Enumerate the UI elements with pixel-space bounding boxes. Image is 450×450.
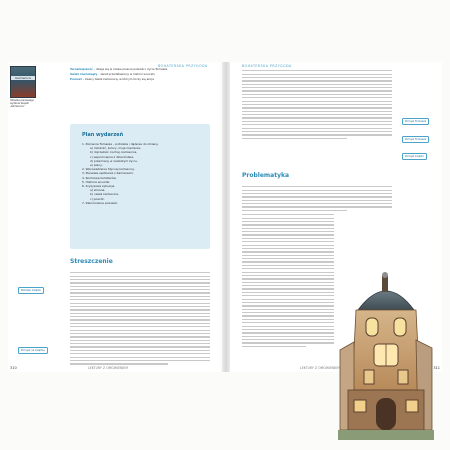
plan-item: 6. Kryzysowa sytuacja. xyxy=(82,184,116,189)
plan-list xyxy=(82,142,204,205)
key-terms-list xyxy=(70,68,210,83)
right-page xyxy=(230,62,442,372)
margin-note: Pomysł Tomasza xyxy=(402,136,429,143)
key-term-item: Świat równoległy – świat przedstawiony w historii wnuczki xyxy=(70,72,155,77)
plan-subitem: c) wspomnienia z dzieciństwa, xyxy=(90,154,134,159)
margin-note: Pomysł na książkę xyxy=(18,347,48,354)
plan-item: 5. Historia wnuczki. xyxy=(82,179,111,184)
plan-subitem: d) przemiany w osobistym życiu, xyxy=(90,158,138,163)
margin-note: Bohater książki xyxy=(18,287,44,294)
summary-text-block xyxy=(70,270,210,367)
right-text-block-mid xyxy=(242,184,392,213)
plan-subitem: e) plany, xyxy=(90,163,103,168)
plan-subitem: c) powrót. xyxy=(90,196,105,201)
plan-subitem: a) młodość, kolory, moje marzenia, xyxy=(90,146,141,151)
cover-title: Kamienica xyxy=(15,76,31,80)
right-text-block-top xyxy=(242,68,392,141)
right-page-header: BOHATERSKA PRZYGODA xyxy=(242,64,292,68)
problem-section-title: Problematyka xyxy=(242,172,290,179)
left-page-footer: LEKTURY Z OMÓWIENIEM xyxy=(88,366,129,370)
plan-item: 1. Poznanie Tomasza – potrzeba i dążenie do zmiany. xyxy=(82,142,159,146)
book-gutter xyxy=(222,62,230,372)
book-cover-caption: Okładka pierwszego wydania książki „Kamienica” xyxy=(10,99,35,108)
plan-item: 2. Wprowadzenie Słynnej kamienicy. xyxy=(82,167,135,172)
tenement-illustration xyxy=(338,270,434,440)
plan-box xyxy=(70,124,210,249)
key-term-item: Teraźniejszość – dzieje się w czasie pisania powieści, życie Tomasza xyxy=(70,67,168,71)
right-page-number: 311 xyxy=(433,366,440,370)
left-page-header: BOHATERSKA PRZYGODA xyxy=(158,64,208,68)
summary-section-title: Streszczenie xyxy=(70,258,113,265)
margin-note: Pomysł książki xyxy=(402,153,427,160)
right-text-block-lower xyxy=(242,212,334,349)
plan-item: 3. Pierwsze spotkanie z Kamieniem. xyxy=(82,171,134,176)
plan-subitem: a) zmiana, xyxy=(90,188,106,193)
plan-subitem: b) dojrzałość, kochaj, kamienica, xyxy=(90,150,138,155)
plan-title: Plan wydarzeń xyxy=(82,132,124,138)
margin-note: Pomysł Tomasza xyxy=(402,118,429,125)
plan-item: 4. Rozmowa bohaterów. xyxy=(82,175,117,180)
key-term-item: Pomost – zwany także kamienicą, w którym toczy się akcja xyxy=(70,77,154,82)
plan-subitem: b) nasza kamienica, xyxy=(90,192,119,197)
book-cover-image xyxy=(10,66,36,98)
left-page-number: 310 xyxy=(10,366,17,370)
plan-item: 7. Zakończenie powieści. xyxy=(82,200,119,205)
right-page-footer: LEKTURY Z OMÓWIENIEM xyxy=(300,366,341,370)
left-page xyxy=(8,62,220,372)
